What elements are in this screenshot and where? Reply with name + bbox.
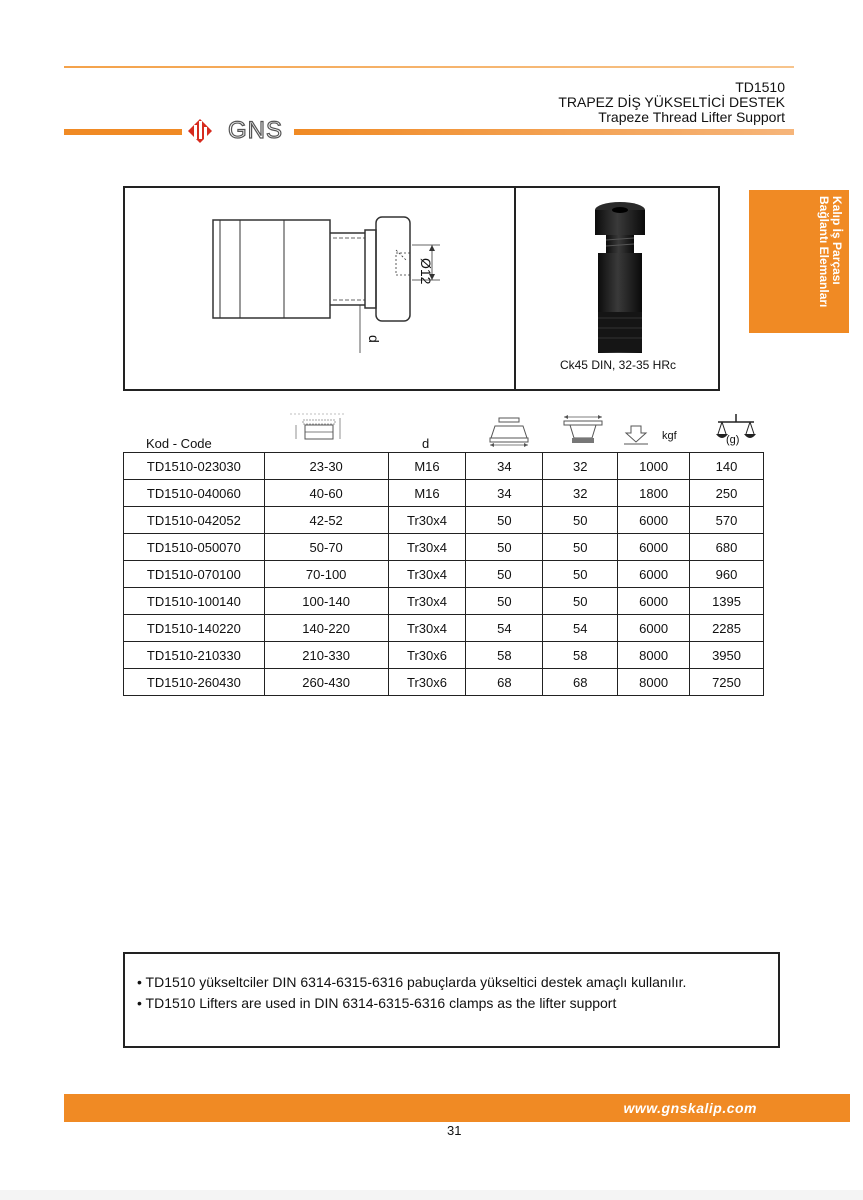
table-row [124,669,764,696]
cell-weight: 3950 [690,642,764,669]
cell-thread: Tr30x4 [388,561,466,588]
cell-weight: 140 [690,453,764,480]
page-number: 31 [447,1123,462,1138]
cell-code: TD1510-100140 [124,588,265,615]
cell-base-width: 58 [466,642,543,669]
cell-base-width: 68 [466,669,543,696]
cell-base-width: 50 [466,507,543,534]
cell-load: 1000 [618,453,690,480]
cell-top-width: 50 [543,507,618,534]
cell-thread: Tr30x4 [388,588,466,615]
figure-divider [514,186,516,391]
cell-top-width: 50 [543,534,618,561]
cell-load: 6000 [618,615,690,642]
cell-range: 260-430 [264,669,388,696]
weight-unit-label: (g) [726,434,740,446]
cell-code: TD1510-210330 [124,642,265,669]
product-code: TD1510 [735,79,785,95]
cell-weight: 960 [690,561,764,588]
cell-load: 6000 [618,507,690,534]
cell-thread: M16 [388,453,466,480]
cell-base-width: 50 [466,588,543,615]
bottom-edge [0,1190,863,1200]
table-row [124,507,764,534]
table-row [124,534,764,561]
cell-thread: Tr30x4 [388,534,466,561]
title-english: Trapeze Thread Lifter Support [598,109,785,125]
cell-weight: 250 [690,480,764,507]
cell-code: TD1510-040060 [124,480,265,507]
cell-top-width: 32 [543,480,618,507]
note-english: • TD1510 Lifters are used in DIN 6314-6315-6316 clamps as the lifter support [137,995,617,1011]
base-width-icon [487,414,531,448]
table-row [124,642,764,669]
spec-table [123,452,764,696]
title-turkish: TRAPEZ DİŞ YÜKSELTİCİ DESTEK [558,94,785,110]
cell-weight: 2285 [690,615,764,642]
cell-base-width: 50 [466,534,543,561]
cell-range: 40-60 [264,480,388,507]
table-row [124,588,764,615]
cell-code: TD1510-042052 [124,507,265,534]
cell-top-width: 58 [543,642,618,669]
cell-load: 1800 [618,480,690,507]
cell-load: 8000 [618,642,690,669]
d-column-header: d [422,436,430,451]
cell-code: TD1510-140220 [124,615,265,642]
website-link[interactable]: www.gnskalip.com [623,1100,757,1116]
cell-load: 6000 [618,561,690,588]
cell-weight: 7250 [690,669,764,696]
cell-range: 210-330 [264,642,388,669]
cell-load: 8000 [618,669,690,696]
table-row [124,615,764,642]
table-row [124,480,764,507]
cell-range: 140-220 [264,615,388,642]
cell-range: 42-52 [264,507,388,534]
cell-range: 70-100 [264,561,388,588]
cell-code: TD1510-050070 [124,534,265,561]
top-width-icon [560,414,606,448]
kgf-column-header: kgf [662,430,677,442]
cell-weight: 1395 [690,588,764,615]
note-english-text: TD1510 Lifters are used in DIN 6314-6315-6316 clamps as the lifter support [145,995,617,1011]
table-row [124,453,764,480]
cell-range: 50-70 [264,534,388,561]
material-caption: Ck45 DIN, 32-35 HRc [559,358,677,372]
product-photo [580,200,660,360]
d-dimension-label: d [366,335,382,343]
cell-base-width: 34 [466,453,543,480]
column-headers [0,410,863,454]
notes-box [123,952,780,1048]
logo-text: GNS [228,117,284,144]
cell-thread: M16 [388,480,466,507]
note-turkish: • TD1510 yükseltciler DIN 6314-6315-6316 pabuçlarda yükseltici destek amaçlı kullanılır. [137,974,687,990]
cell-weight: 680 [690,534,764,561]
code-column-header: Kod - Code [146,436,212,451]
height-range-icon [288,412,348,444]
table-row [124,561,764,588]
cell-base-width: 34 [466,480,543,507]
header-bar-right [294,129,794,135]
cell-load: 6000 [618,588,690,615]
header [558,80,785,125]
cell-thread: Tr30x6 [388,669,466,696]
top-rule [64,66,794,68]
load-arrow-icon [622,424,650,446]
cell-top-width: 50 [543,561,618,588]
cell-base-width: 50 [466,561,543,588]
cell-thread: Tr30x4 [388,507,466,534]
technical-drawing [200,205,460,365]
cell-thread: Tr30x4 [388,615,466,642]
cell-code: TD1510-070100 [124,561,265,588]
cell-code: TD1510-260430 [124,669,265,696]
cell-thread: Tr30x6 [388,642,466,669]
cell-range: 23-30 [264,453,388,480]
cell-top-width: 68 [543,669,618,696]
cell-weight: 570 [690,507,764,534]
cell-code: TD1510-023030 [124,453,265,480]
cell-top-width: 50 [543,588,618,615]
cell-range: 100-140 [264,588,388,615]
header-bar-left [64,129,182,135]
category-tab-label: Kalıp İş Parçası Bağlantı Elemanları [817,196,844,308]
note-turkish-text: TD1510 yükseltciler DIN 6314-6315-6316 pabuçlarda yükseltici destek amaçlı kullanılır. [145,974,687,990]
diameter-label: Ø12 [418,258,434,285]
cell-top-width: 54 [543,615,618,642]
cell-load: 6000 [618,534,690,561]
cell-top-width: 32 [543,453,618,480]
cell-base-width: 54 [466,615,543,642]
